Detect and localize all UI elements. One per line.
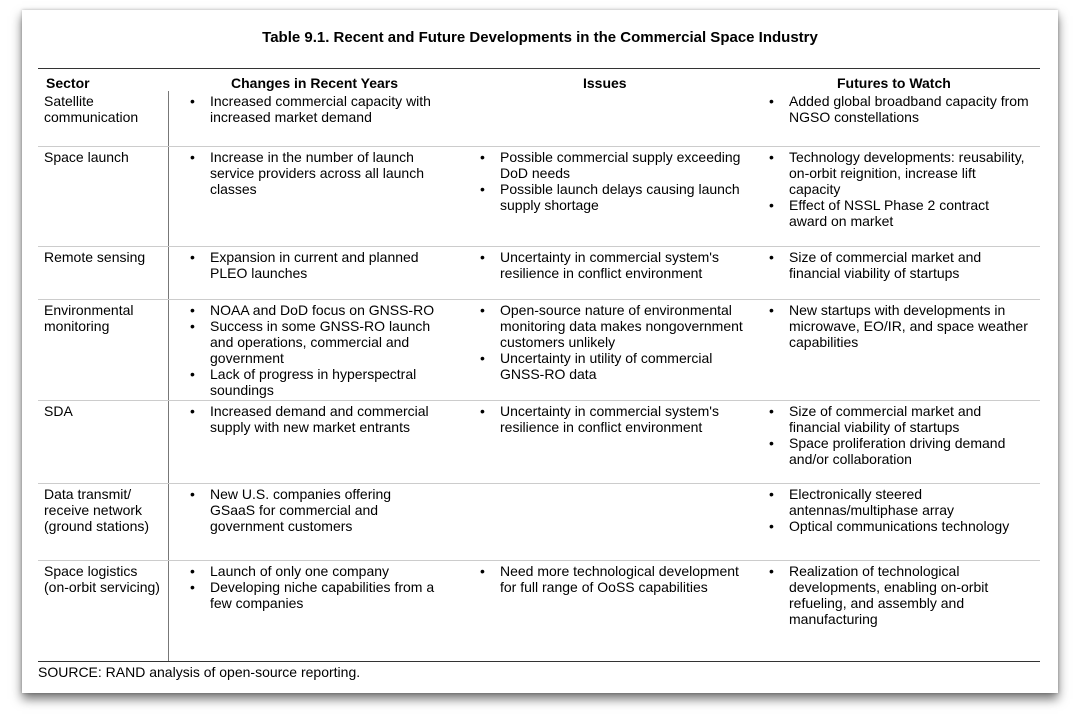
sector-cell: Satellite communication xyxy=(44,93,139,125)
issues-cell xyxy=(480,563,750,595)
column-divider xyxy=(168,300,169,400)
bullet-item: • New U.S. companies offering GSaaS for commercial and government customers xyxy=(190,486,435,534)
bullet-item: • Increased demand and commercial supply with new market entrants xyxy=(190,403,435,435)
header-issues: Issues xyxy=(583,75,627,91)
bullet-item: • Lack of progress in hyperspectral soundings xyxy=(190,366,435,398)
bullet-item: • Uncertainty in commercial system's resilience in conflict environment xyxy=(480,249,750,281)
column-divider xyxy=(168,91,169,146)
futures-cell xyxy=(769,93,1029,125)
bullet-item: • Technology developments: reusability, on-orbit reignition, increase lift capacity xyxy=(769,149,1029,197)
sector-cell: SDA xyxy=(44,403,73,419)
changes-cell xyxy=(190,93,435,125)
issues-cell xyxy=(480,403,750,435)
table-row xyxy=(38,146,1040,246)
issues-cell xyxy=(480,149,750,213)
header-changes: Changes in Recent Years xyxy=(231,75,399,91)
developments-table xyxy=(38,68,1040,680)
header-futures: Futures to Watch xyxy=(837,75,951,91)
issues-cell xyxy=(480,302,750,382)
bullet-item: • New startups with developments in microwave, EO/IR, and space weather capabilities xyxy=(769,302,1029,350)
table-row xyxy=(38,400,1040,483)
bullet-item: • Increased commercial capacity with increased market demand xyxy=(190,93,435,125)
futures-cell xyxy=(769,486,1029,534)
bullet-item: • Possible commercial supply exceeding DoD needs xyxy=(480,149,750,181)
bullet-item: • Open-source nature of environmental monitoring data makes nongovernment customers unlikely xyxy=(480,302,750,350)
sector-cell: Space launch xyxy=(44,149,129,165)
bullet-item: • Increase in the number of launch service providers across all launch classes xyxy=(190,149,435,197)
changes-cell xyxy=(190,403,435,435)
bullet-item: • Expansion in current and planned PLEO launches xyxy=(190,249,435,281)
bullet-item: • Uncertainty in commercial system's resilience in conflict environment xyxy=(480,403,750,435)
futures-cell xyxy=(769,302,1029,350)
bullet-item: • Effect of NSSL Phase 2 contract award on market xyxy=(769,197,1029,229)
bullet-item: • NOAA and DoD focus on GNSS-RO xyxy=(190,302,435,318)
bullet-item: • Possible launch delays causing launch supply shortage xyxy=(480,181,750,213)
bullet-item: • Optical communications technology xyxy=(769,518,1029,534)
column-divider xyxy=(168,401,169,483)
issues-cell xyxy=(480,249,750,281)
column-divider xyxy=(168,561,169,661)
table-header xyxy=(38,69,1040,91)
changes-cell xyxy=(190,563,435,611)
column-divider xyxy=(168,247,169,299)
bullet-item: • Size of commercial market and financial viability of startups xyxy=(769,249,1029,281)
table-row xyxy=(38,299,1040,400)
bullet-item: • Added global broadband capacity from NGSO constellations xyxy=(769,93,1029,125)
table-row xyxy=(38,560,1040,661)
bullet-item: • Space proliferation driving demand and/or collaboration xyxy=(769,435,1029,467)
changes-cell xyxy=(190,249,435,281)
sector-cell: Space logistics (on-orbit servicing) xyxy=(44,563,160,595)
sector-cell: Data transmit/ receive network (ground stations) xyxy=(44,486,150,534)
futures-cell xyxy=(769,249,1029,281)
bullet-item: • Electronically steered antennas/multiphase array xyxy=(769,486,1029,518)
changes-cell xyxy=(190,149,435,197)
column-divider xyxy=(168,147,169,246)
column-divider xyxy=(168,484,169,560)
bullet-item: • Launch of only one company xyxy=(190,563,435,579)
changes-cell xyxy=(190,302,435,398)
bullet-item: • Uncertainty in utility of commercial GNSS-RO data xyxy=(480,350,750,382)
changes-cell xyxy=(190,486,435,534)
sector-cell: Environmental monitoring xyxy=(44,302,134,334)
source-note: SOURCE: RAND analysis of open-source reporting. xyxy=(38,664,361,680)
futures-cell xyxy=(769,403,1029,467)
table-title: Table 9.1. Recent and Future Developments in the Commercial Space Industry xyxy=(262,29,818,46)
bullet-item: • Realization of technological developments, enabling on-orbit refueling, and assembly and manufacturing xyxy=(769,563,1029,627)
table-row xyxy=(38,483,1040,560)
sector-cell: Remote sensing xyxy=(44,249,146,265)
bullet-item: • Size of commercial market and financial viability of startups xyxy=(769,403,1029,435)
futures-cell xyxy=(769,149,1029,229)
bullet-item: • Success in some GNSS-RO launch and operations, commercial and government xyxy=(190,318,435,366)
table-row xyxy=(38,246,1040,299)
bullet-item: • Need more technological development for full range of OoSS capabilities xyxy=(480,563,750,595)
futures-cell xyxy=(769,563,1029,627)
bullet-item: • Developing niche capabilities from a few companies xyxy=(190,579,435,611)
table-row xyxy=(38,91,1040,146)
header-sector: Sector xyxy=(46,75,90,91)
